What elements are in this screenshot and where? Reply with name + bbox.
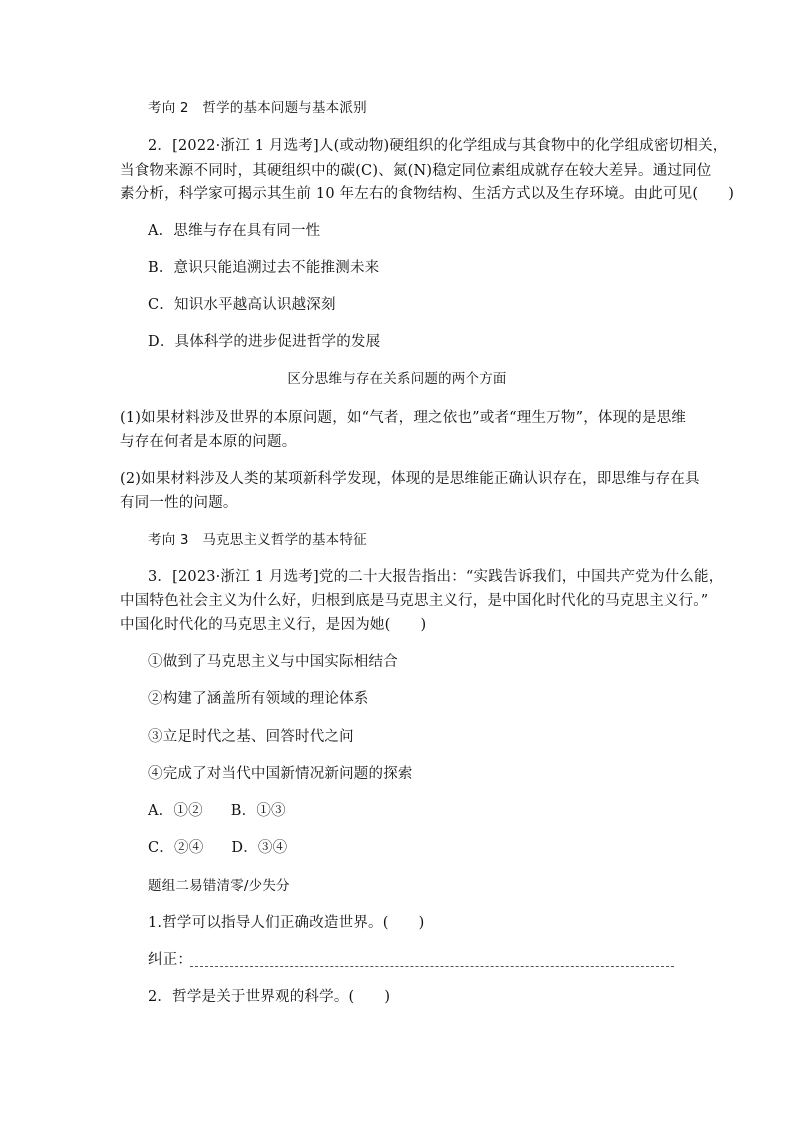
question-2-line-3 [120,184,734,204]
tip-box-title: 区分思维与存在关系问题的两个方面 [287,371,507,387]
statement-4: ④完成了对当代中国新情况新问题的探索 [148,766,413,782]
option-2-c: C．知识水平越高认识越深刻 [148,297,336,313]
statement-2: ②构建了涵盖所有领域的理论体系 [148,691,369,707]
option-3-c: C．②④ [148,840,204,856]
question-3-line-3-text: 中国化时代化的马克思主义行，是因为她( [120,617,391,633]
correction-label: 纠正： [148,952,193,968]
question-3-line-1: 3．[2023·浙江 1 月选考]党的二十大报告指出：“实践告诉我们，中国共产党为什么能， [148,569,724,585]
true-false-item-1 [148,913,424,933]
item-1-text: 1.哲学可以指导人们正确改造世界。( [148,915,389,931]
question-3-line-3 [120,615,426,635]
statement-1: ①做到了马克思主义与中国实际相结合 [148,654,398,670]
option-2-b: B．意识只能追溯过去不能推测未来 [148,260,380,276]
option-2-a: A．思维与存在具有同一性 [148,223,321,239]
statement-3: ③立足时代之基、回答时代之问 [148,729,354,745]
true-false-item-2 [148,987,390,1007]
item-1-bracket-close: ) [418,915,425,931]
option-2-d: D．具体科学的进步促进哲学的发展 [148,334,381,350]
group-2-heading: 题组二易错清零/少失分 [148,878,290,894]
question-3-line-2: 中国特色社会主义为什么好，归根到底是马克思主义行，是中国化时代化的马克思主义行。” [120,593,709,609]
item-2-bracket-close: ) [384,989,391,1005]
tip-paragraph-1-line-2: 与存在何者是本原的问题。 [120,434,297,450]
question-3-bracket-close: ) [420,617,427,633]
tip-paragraph-1-line-1: (1)如果材料涉及世界的本原问题，如“气者，理之依也”或者“理生万物”，体现的是思维 [120,410,687,426]
option-3-b: B．①③ [230,803,286,819]
item-2-text: 2．哲学是关于世界观的科学。( [148,989,355,1005]
correction-dotted-line [190,966,674,967]
question-2-line-2: 当食物来源不同时，其硬组织中的碳(C)、氮(N)稳定同位素组成就存在较大差异。通过同位 [120,163,712,179]
section-heading-3: 考向 3 马克思主义哲学的基本特征 [148,532,367,548]
question-2-line-1: 2．[2022·浙江 1 月选考]人(或动物)硬组织的化学组成与其食物中的化学组成密切相关， [148,138,728,154]
question-2-bracket-close: ) [728,186,735,202]
option-3-a: A．①② [148,803,203,819]
option-row-cd [148,838,287,858]
section-heading-2: 考向 2 哲学的基本问题与基本派别 [148,100,367,116]
option-row-ab [148,801,286,821]
question-2-line-3-text: 素分析，科学家可揭示其生前 10 年左右的食物结构、生活方式以及生存环境。由此可见( [120,186,699,202]
tip-paragraph-2-line-1: (2)如果材料涉及人类的某项新科学发现，体现的是思维能正确认识存在，即思维与存在具 [120,471,700,487]
option-3-d: D．③④ [231,840,288,856]
tip-paragraph-2-line-2: 有同一性的问题。 [120,495,238,511]
